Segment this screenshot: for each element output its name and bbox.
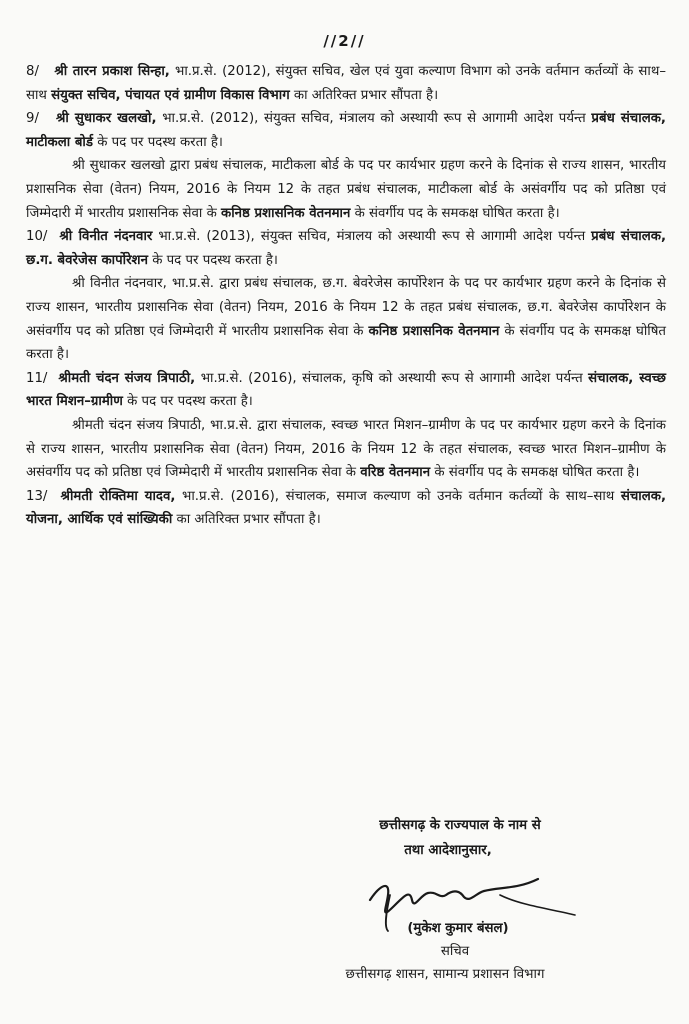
order-item — [26, 107, 666, 154]
item-text: भा.प्र.से. (2012), संयुक्त सचिव, खेल एवं युवा कल्याण विभाग को उनके वर्तमान कर्तव्यों के साथ–साथ — [26, 64, 666, 103]
equivalence-paragraph — [26, 414, 666, 485]
item-text: के पद पर पदस्थ करता है। — [93, 134, 223, 150]
paragraph-text: श्री सुधाकर खलखो द्वारा प्रबंध संचालक, माटीकला बोर्ड के पद पर कार्यभार ग्रहण करने के दिनांक से राज्य शासन, भारतीय प्रशासनिक सेवा (वेतन) नियम, 2016 के नियम 12 के तहत प्रबंध संचालक, माटीकला बोर्ड के असंवर्गीय पद को प्रतिष्ठा एवं जिम्मेदारी में भारतीय प्रशासनिक सेवा के — [26, 158, 666, 221]
item-number: 8/ — [26, 64, 39, 79]
signatory-name: (मुकेश कुमार बंसल) — [407, 921, 509, 936]
item-text: का अतिरिक्त प्रभार सौंपता है। — [172, 512, 321, 528]
item-text: भा.प्र.से. (2013), संयुक्त सचिव, मंत्रालय को अस्थायी रूप से आगामी आदेश पर्यन्त — [152, 229, 592, 245]
order-line: तथा आदेशानुसार, — [404, 843, 492, 858]
page-number: //2// — [323, 32, 366, 50]
pay-scale: कनिष्ठ प्रशासनिक वेतनमान — [221, 205, 351, 221]
item-text: भा.प्र.से. (2016), संचालक, समाज कल्याण को उनके वर्तमान कर्तव्यों के साथ–साथ — [175, 488, 621, 504]
paragraph-text: श्री विनीत नंदनवार, भा.प्र.से. द्वारा प्रबंध संचालक, छ.ग. बेवरेजेस कार्पोरेशन के पद पर कार्यभार ग्रहण करने के दिनांक से राज्य शासन, भारतीय प्रशासनिक सेवा (वेतन) नियम, 2016 के नियम 12 के तहत प्रबंध संचालक, छ.ग. बेवरेजेस कार्पोरेशन के असंवर्गीय पद को प्रतिष्ठा एवं जिम्मेदारी में भारतीय प्रशासनिक सेवा के — [26, 276, 666, 339]
item-text: के पद पर पदस्थ करता है। — [147, 252, 278, 268]
signatory-designation: सचिव — [440, 944, 470, 959]
item-text: भा.प्र.से. (2012), संयुक्त सचिव, मंत्रालय को अस्थायी रूप से आगामी आदेश पर्यन्त — [156, 111, 592, 127]
post-title: प्रबंध संचालक, माटीकला बोर्ड — [26, 111, 666, 150]
signatory-department: छत्तीसगढ़ शासन, सामान्य प्रशासन विभाग — [345, 967, 545, 982]
officer-name: श्रीमती रोक्तिमा यादव, — [60, 488, 176, 504]
order-item — [26, 60, 666, 107]
authority-line: छत्तीसगढ़ के राज्यपाल के नाम से — [379, 818, 541, 833]
paragraph-text: के संवर्गीय पद के समकक्ष घोषित करता है। — [430, 465, 640, 481]
pay-scale: वरिष्ठ वेतनमान — [360, 465, 431, 481]
order-item — [26, 225, 666, 272]
pay-scale: कनिष्ठ प्रशासनिक वेतनमान — [368, 323, 500, 339]
post-title: प्रबंध संचालक, छ.ग. बेवरेजेस कार्पोरेशन — [26, 229, 666, 268]
paragraph-text: के संवर्गीय पद के समकक्ष घोषित करता है। — [350, 205, 560, 221]
post-title: संयुक्त सचिव, पंचायत एवं ग्रामीण विकास विभाग — [51, 87, 290, 103]
item-text: का अतिरिक्त प्रभार सौंपता है। — [289, 87, 439, 103]
officer-name: श्री तारन प्रकाश सिन्हा, — [54, 64, 170, 79]
item-text: भा.प्र.से. (2016), संचालक, कृषि को अस्थायी रूप से आगामी आदेश पर्यन्त — [195, 370, 589, 386]
post-title: संचालक, योजना, आर्थिक एवं सांख्यिकी — [26, 488, 666, 528]
order-item — [26, 367, 666, 414]
post-title: संचालक, स्वच्छ भारत मिशन–ग्रामीण — [26, 370, 666, 410]
item-number: 9/ — [26, 111, 39, 127]
item-number: 10/ — [26, 229, 48, 245]
equivalence-paragraph — [26, 154, 666, 225]
paragraph-text: श्रीमती चंदन संजय त्रिपाठी, भा.प्र.से. द्वारा संचालक, स्वच्छ भारत मिशन–ग्रामीण के पद पर कार्यभार ग्रहण करने के दिनांक से राज्य शासन, भारतीय प्रशासनिक सेवा (वेतन) नियम, 2016 के नियम 12 के तहत संचालक, स्वच्छ भारत मिशन–ग्रामीण के असंवर्गीय पद को प्रतिष्ठा एवं जिम्मेदारी में भारतीय प्रशासनिक सेवा के — [26, 417, 666, 481]
officer-name: श्रीमती चंदन संजय त्रिपाठी, — [58, 370, 196, 386]
officer-name: श्री विनीत नंदनवार — [59, 229, 153, 245]
item-number: 13/ — [26, 488, 48, 504]
item-number: 11/ — [26, 370, 48, 386]
item-text: के पद पर पदस्थ करता है। — [122, 394, 253, 410]
order-item — [26, 485, 666, 532]
equivalence-paragraph — [26, 272, 666, 366]
officer-name: श्री सुधाकर खलखो, — [55, 111, 157, 127]
paragraph-text: के संवर्गीय पद के समकक्ष घोषित करता है। — [26, 323, 666, 363]
order-body — [26, 60, 666, 532]
